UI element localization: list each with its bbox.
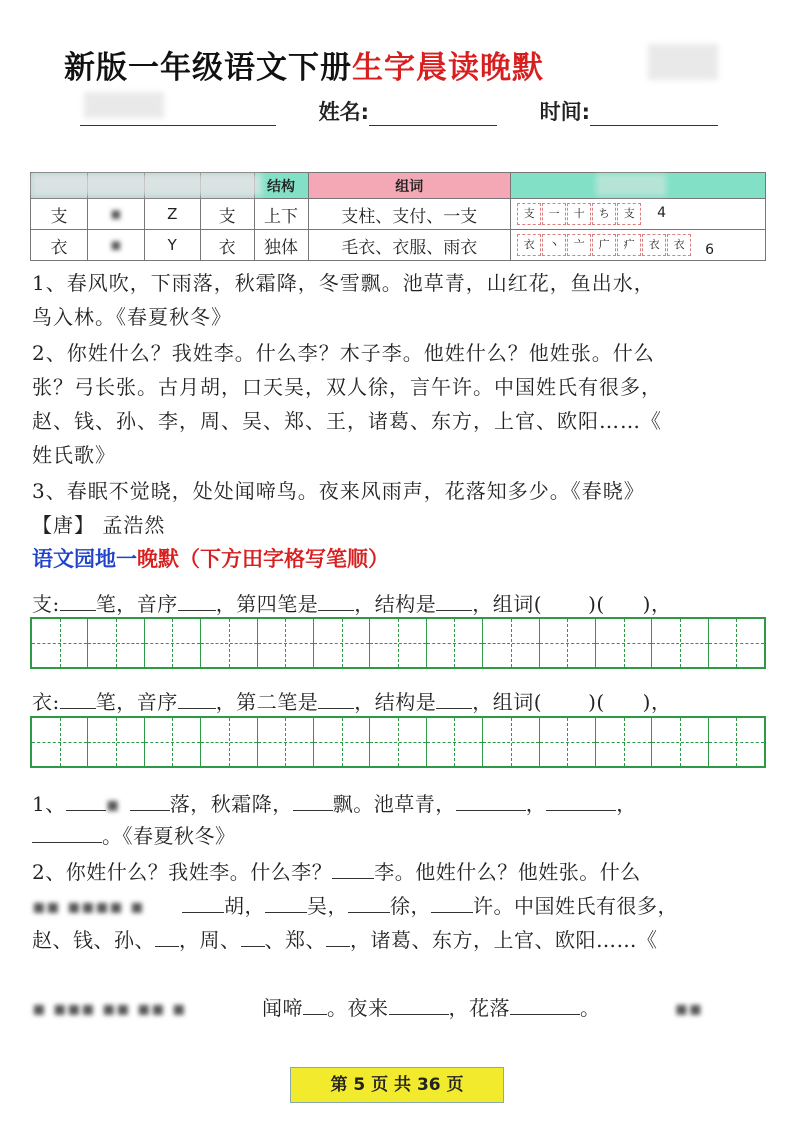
- table-header-blur: [596, 174, 666, 196]
- d-text: 李。他姓什么？他姓张。什么: [374, 860, 641, 884]
- header-words: 组词: [308, 173, 511, 199]
- name-field[interactable]: [369, 101, 497, 126]
- dictation-3-line: [32, 992, 703, 1021]
- d-text: ，周、: [179, 928, 241, 952]
- q-text: ，第四笔是: [215, 592, 319, 616]
- tianzige-grid-yi[interactable]: [30, 716, 766, 768]
- table-header-blur: [32, 174, 262, 196]
- header-structure: 结构: [254, 173, 308, 199]
- grid-cell[interactable]: [258, 718, 314, 766]
- answer-blank[interactable]: [241, 926, 265, 947]
- answer-blank[interactable]: [436, 688, 472, 709]
- stroke-box: 亠: [567, 234, 591, 256]
- d-text: 。夜来: [327, 996, 389, 1020]
- stroke-box: 支: [517, 203, 541, 225]
- answer-blank[interactable]: [510, 994, 580, 1015]
- text-line: 【唐】 孟浩然: [32, 513, 166, 537]
- dictation-2-line3: [32, 924, 658, 953]
- blurred-text: ▪▪: [674, 996, 703, 1020]
- grid-cell[interactable]: [709, 718, 764, 766]
- grid-cell[interactable]: [427, 718, 483, 766]
- answer-blank[interactable]: [265, 892, 307, 913]
- answer-blank[interactable]: [318, 590, 354, 611]
- dictation-2-line2: [32, 890, 678, 919]
- answer-blank[interactable]: [66, 790, 106, 811]
- grid-cell[interactable]: [32, 619, 88, 667]
- d-text: 2、你姓什么？我姓李。什么李？: [32, 860, 333, 884]
- d-text: 吴，: [307, 894, 348, 918]
- reading-passage-1: [32, 266, 772, 334]
- time-field[interactable]: [590, 101, 718, 126]
- section-title-red: 晚默（下方田字格写笔顺）: [137, 547, 389, 571]
- reading-passage-3: [32, 474, 772, 542]
- grid-cell[interactable]: [540, 718, 596, 766]
- answer-blank[interactable]: [32, 822, 102, 843]
- d-text: ，花落: [448, 996, 510, 1020]
- grid-cell[interactable]: [370, 619, 426, 667]
- section-title-blue: 语文园地一: [32, 547, 137, 571]
- stroke-order-cell: [511, 230, 766, 261]
- q-text: )，: [642, 690, 672, 714]
- stroke-box: 支: [617, 203, 641, 225]
- page-title: [64, 42, 544, 87]
- stroke-box: 疒: [617, 234, 641, 256]
- d-text: 徐，: [390, 894, 431, 918]
- d-text: ，诸葛、东方，上官、欧阳……《: [350, 928, 658, 952]
- stroke-box: 十: [567, 203, 591, 225]
- section-title: [32, 543, 389, 573]
- grid-cell[interactable]: [370, 718, 426, 766]
- grid-cell[interactable]: [652, 718, 708, 766]
- answer-blank[interactable]: [178, 688, 216, 709]
- grid-cell[interactable]: [596, 619, 652, 667]
- text-line: 1、春风吹，下雨落，秋霜降，冬雪飘。池草青，山红花，鱼出水，: [32, 271, 655, 295]
- stroke-box: 衣: [517, 234, 541, 256]
- question-yi: [32, 686, 671, 715]
- text-line: 张？弓长张。古月胡，口天吴，双人徐，言午许。中国姓氏有很多，: [32, 375, 662, 399]
- d-text: 胡，: [224, 894, 265, 918]
- stroke-order-boxes: [517, 234, 692, 256]
- stroke-count: 4: [657, 205, 667, 221]
- answer-blank[interactable]: [130, 790, 170, 811]
- answer-blank[interactable]: [431, 892, 473, 913]
- header-blur-overlay: [84, 92, 164, 118]
- grid-cell[interactable]: [596, 718, 652, 766]
- pinyin-cell: Z: [144, 199, 200, 230]
- radical-cell: 衣: [200, 230, 254, 261]
- q-text: ，结构是: [354, 690, 437, 714]
- answer-blank[interactable]: [436, 590, 472, 611]
- d-text: 落，秋霜降，: [169, 792, 293, 816]
- answer-blank[interactable]: [60, 688, 96, 709]
- char-image-cell: ▪: [87, 230, 144, 261]
- text-line: 鸟入林。《春夏秋冬》: [32, 305, 232, 329]
- grid-cell[interactable]: [258, 619, 314, 667]
- stroke-box: 丶: [542, 234, 566, 256]
- answer-blank[interactable]: [60, 590, 96, 611]
- title-highlight: 生字晨读晚默: [352, 50, 544, 86]
- q-text: :: [52, 690, 60, 714]
- d-text: 、郑、: [264, 928, 326, 952]
- d-text: ，: [616, 792, 637, 816]
- q-char: 支: [32, 592, 53, 616]
- structure-cell: 独体: [254, 230, 308, 261]
- words-cell: 支柱、支付、一支: [308, 199, 511, 230]
- q-text: )(: [588, 592, 605, 616]
- stroke-order-cell: [511, 199, 766, 230]
- title-blur-overlay: [648, 44, 718, 80]
- grid-cell[interactable]: [314, 718, 370, 766]
- blurred-text: ▪: [105, 792, 120, 816]
- stroke-box: ち: [592, 203, 616, 225]
- char-cell: 衣: [31, 230, 88, 261]
- table-row: [31, 230, 766, 261]
- answer-blank[interactable]: [182, 892, 224, 913]
- char-image-cell: ▪: [87, 199, 144, 230]
- words-cell: 毛衣、衣服、雨衣: [308, 230, 511, 261]
- answer-blank[interactable]: [303, 994, 327, 1015]
- dictation-2-line1: [32, 856, 641, 885]
- q-text: ，第二笔是: [215, 690, 319, 714]
- structure-cell: 上下: [254, 199, 308, 230]
- answer-blank[interactable]: [318, 688, 354, 709]
- grid-cell[interactable]: [427, 619, 483, 667]
- answer-blank[interactable]: [348, 892, 390, 913]
- title-main: 新版一年级语文下册: [64, 50, 352, 86]
- q-text: ，结构是: [354, 592, 437, 616]
- reading-passage-2: [32, 336, 772, 472]
- text-line: 姓氏歌》: [32, 443, 116, 467]
- grid-cell[interactable]: [483, 718, 539, 766]
- grid-cell[interactable]: [145, 619, 201, 667]
- grid-cell[interactable]: [88, 718, 144, 766]
- d-text: 。: [580, 996, 601, 1020]
- answer-blank[interactable]: [293, 790, 333, 811]
- d-text: 。《春夏秋冬》: [102, 824, 236, 848]
- stroke-box: 衣: [642, 234, 666, 256]
- tianzige-grid-zhi[interactable]: [30, 617, 766, 669]
- answer-blank[interactable]: [546, 790, 616, 811]
- name-label: 姓名:: [318, 100, 370, 124]
- d-text: 飘。池草青，: [332, 792, 456, 816]
- answer-blank[interactable]: [155, 926, 179, 947]
- q-text: :: [52, 592, 60, 616]
- grid-cell[interactable]: [483, 619, 539, 667]
- time-label: 时间:: [539, 100, 591, 124]
- dictation-1-line2: [32, 820, 236, 849]
- answer-blank[interactable]: [456, 790, 526, 811]
- grid-cell[interactable]: [540, 619, 596, 667]
- dictation-1-line1: [32, 788, 637, 817]
- grid-cell[interactable]: [201, 718, 257, 766]
- q-text: 笔，音序: [95, 690, 178, 714]
- d-text: ，: [525, 792, 547, 816]
- q-text: )(: [588, 690, 605, 714]
- table-row: [31, 199, 766, 230]
- radical-cell: 支: [200, 199, 254, 230]
- answer-blank[interactable]: [178, 590, 216, 611]
- grid-cell[interactable]: [145, 718, 201, 766]
- char-cell: 支: [31, 199, 88, 230]
- grid-cell[interactable]: [32, 718, 88, 766]
- grid-cell[interactable]: [314, 619, 370, 667]
- page-number-badge: 第 5 页 共 36 页: [290, 1067, 504, 1103]
- text-line: 赵、钱、孙、李，周、吴、郑、王，诸葛、东方，上官、欧阳……《: [32, 409, 662, 433]
- stroke-box: 广: [592, 234, 616, 256]
- d-text: 闻啼: [262, 996, 303, 1020]
- blurred-text: ▪▪ ▪▪▪▪ ▪: [32, 894, 145, 918]
- d-text: 许。中国姓氏有很多，: [473, 894, 678, 918]
- blurred-text: ▪ ▪▪▪ ▪▪ ▪▪ ▪: [32, 996, 186, 1020]
- grid-cell[interactable]: [652, 619, 708, 667]
- d-text: 赵、钱、孙、: [32, 928, 155, 952]
- q-text: ，组词(: [472, 592, 543, 616]
- answer-blank[interactable]: [326, 926, 350, 947]
- grid-cell[interactable]: [88, 619, 144, 667]
- q-text: 笔，音序: [95, 592, 178, 616]
- header-row: [80, 96, 720, 130]
- stroke-box: 衣: [667, 234, 691, 256]
- grid-cell[interactable]: [709, 619, 764, 667]
- stroke-order-boxes: [517, 203, 642, 225]
- question-zhi: [32, 588, 671, 617]
- q-char: 衣: [32, 690, 53, 714]
- pinyin-cell: Y: [144, 230, 200, 261]
- q-text: )，: [642, 592, 672, 616]
- grid-cell[interactable]: [201, 619, 257, 667]
- answer-blank[interactable]: [332, 858, 374, 879]
- q-text: ，组词(: [472, 690, 543, 714]
- stroke-count: 6: [705, 242, 715, 258]
- text-line: 2、你姓什么？我姓李。什么李？木子李。他姓什么？他姓张。什么: [32, 341, 655, 365]
- d-text: 1、: [32, 792, 66, 816]
- text-line: 3、春眠不觉晓，处处闻啼鸟。夜来风雨声，花落知多少。《春晓》: [32, 479, 645, 503]
- answer-blank[interactable]: [389, 994, 449, 1015]
- stroke-box: 一: [542, 203, 566, 225]
